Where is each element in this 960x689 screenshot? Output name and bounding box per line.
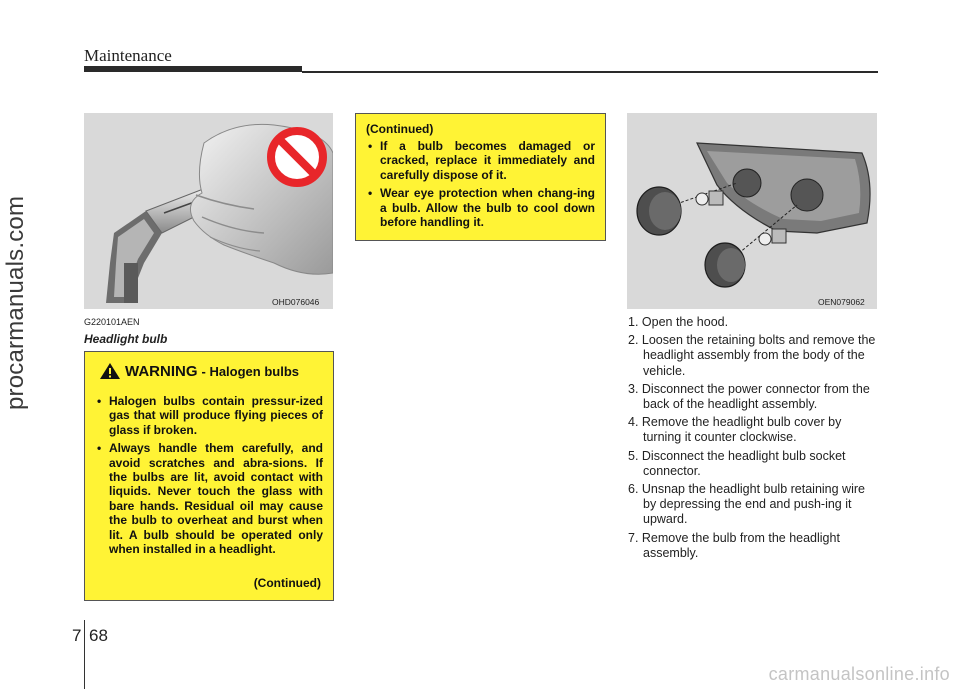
headlight-assembly-illustration: [627, 113, 877, 309]
article-code: G220101AEN: [84, 317, 140, 327]
continued-box: [355, 113, 606, 241]
header-rule-thick: [84, 66, 302, 72]
side-watermark: procarmanuals.com: [2, 195, 29, 410]
warning-header: [99, 362, 299, 380]
step-item: 7. Remove the bulb from the headlight assembly.: [628, 530, 840, 560]
warning-bullets: [97, 394, 323, 560]
procedure-steps: [628, 315, 878, 564]
continued-bullet: • Wear eye protection when chang-ing a bulb. Allow the bulb to cool down before handling it.: [368, 186, 595, 229]
step-item: 3. Disconnect the power connector from the back of the headlight assembly.: [628, 381, 870, 412]
bottom-watermark: carmanualsonline.info: [768, 664, 950, 684]
warning-continued: (Continued): [253, 576, 321, 590]
warning-bullet: • Always handle them carefully, and avoid scratches and abra-sions. If the bulbs are lit, avoid contact with liquids. Never touch the glass with bare hands. Residual oil may cause the bulb to overheat and burst when lit. A bulb should be operated only when installed in a headlight.: [97, 441, 323, 556]
footer-divider: [84, 620, 85, 689]
figure-code: OEN079062: [818, 297, 865, 307]
step-item: 4. Remove the headlight bulb cover by turning it counter clockwise.: [628, 415, 842, 445]
warning-subtitle: - Halogen bulbs: [201, 363, 299, 379]
header-rule-thin: [302, 71, 878, 73]
page-number: 68: [89, 626, 108, 645]
section-title: Maintenance: [84, 46, 172, 65]
continued-label: (Continued): [366, 122, 434, 136]
continued-bullets: [368, 139, 595, 233]
article-title: Headlight bulb: [84, 332, 168, 346]
step-item: 6. Unsnap the headlight bulb retaining wire by depressing the end and push-ing it upward.: [628, 482, 865, 527]
warning-title: WARNING: [125, 362, 198, 380]
figure-code: OHD076046: [272, 297, 320, 307]
chapter-number: 7: [72, 626, 82, 645]
warning-triangle-icon: [99, 362, 121, 380]
figure-headlight-assembly: [627, 113, 877, 309]
continued-bullet: • If a bulb becomes damaged or cracked, replace it immediately and carefully dispose of it.: [368, 139, 595, 182]
step-item: 2. Loosen the retaining bolts and remove the headlight assembly from the body of the vehicle.: [628, 333, 876, 378]
figure-hand-bulb: [84, 113, 333, 309]
step-item: 5. Disconnect the headlight bulb socket connector.: [628, 448, 846, 478]
warning-bullet: • Halogen bulbs contain pressur-ized gas that will produce flying pieces of glass if broken.: [97, 394, 323, 437]
warning-box: [84, 351, 334, 601]
step-item: 1. Open the hood.: [628, 315, 729, 329]
hand-bulb-illustration: [84, 113, 333, 309]
